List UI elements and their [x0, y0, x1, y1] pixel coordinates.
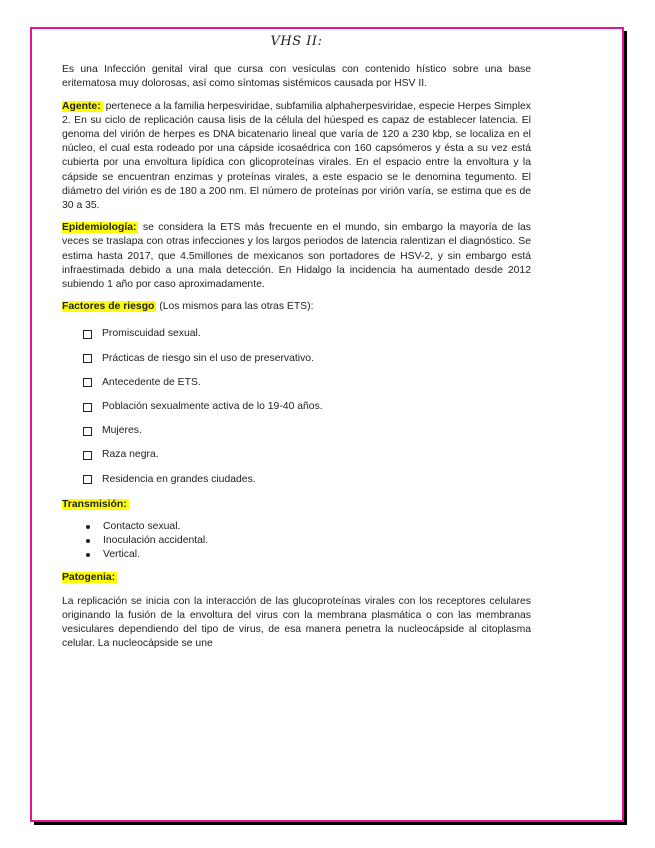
- checkbox-icon: [83, 403, 92, 412]
- transmision-header: [62, 498, 531, 512]
- list-item: [86, 534, 531, 548]
- page-shadow-bottom: [34, 822, 627, 825]
- bullet-icon: [86, 553, 90, 557]
- bullet-icon: [86, 525, 90, 529]
- epidemiologia-heading: Epidemiología:: [62, 222, 137, 234]
- checkbox-icon: [83, 378, 92, 387]
- agente-heading: Agente:: [62, 100, 101, 112]
- checkbox-icon: [83, 475, 92, 484]
- list-item: [83, 322, 531, 346]
- agente-text: pertenece a la familia herpesviridae, subfamilia alphaherpesviridae, especie Herpes Simplex 2. En su ciclo de replicación causa lisis de la célula del húesped es capaz de establecer latencia. El genoma del virión de herpes es DNA bicatenario lineal que varía de 120 a 230 kbp, se localiza en el núcleo, el cual esta rodeado por una cápside icosaédrica con 160 capsómeros y ésta a su vez está cubierta por una envoltura lipídica con glicoproteínas virales. En el espacio entre la envoltura y la cápside se encuentran enzimas y proteínas virales, a este espacio se le denomina tegumento. El diámetro del virión es de 180 a 200 nm. El número de proteínas por virión varía, se estima que es de 30 a 35.: [62, 100, 531, 212]
- epidemiologia-paragraph: [62, 221, 531, 292]
- list-item: [86, 520, 531, 534]
- transmision-heading: Transmisión:: [62, 498, 127, 510]
- intro-paragraph: Es una Infección genital viral que cursa con vesículas con contenido hístico sobre una base eritematosa muy dolorosas, así como síntomas sistémicos causada por HSV II.: [62, 64, 531, 90]
- list-item: [83, 347, 531, 371]
- list-item-label: Vertical.: [103, 549, 140, 561]
- transmision-list: [62, 520, 531, 563]
- list-item: [83, 443, 531, 467]
- list-item-label: Promiscuidad sexual.: [102, 328, 201, 340]
- document-title: VHS II:: [270, 34, 323, 49]
- patogenia-heading: Patogenia:: [62, 571, 116, 583]
- list-item: [86, 548, 531, 562]
- factores-heading: Factores de riesgo: [62, 301, 155, 313]
- list-item-label: Residencia en grandes ciudades.: [102, 473, 256, 485]
- list-item-label: Inoculación accidental.: [103, 535, 209, 547]
- list-item: [83, 419, 531, 443]
- checkbox-icon: [83, 330, 92, 339]
- patogenia-header: [62, 571, 531, 585]
- page-shadow-right: [624, 31, 627, 825]
- list-item-label: Prácticas de riesgo sin el uso de preservativo.: [102, 352, 314, 364]
- document-body: [62, 35, 531, 660]
- checkbox-icon: [83, 451, 92, 460]
- checkbox-icon: [83, 427, 92, 436]
- list-item-label: Contacto sexual.: [103, 520, 181, 532]
- list-item-label: Raza negra.: [102, 449, 159, 461]
- factores-list: [62, 322, 531, 491]
- epidemiologia-text: se considera la ETS más frecuente en el mundo, sin embargo la mayoría de las veces se traslapa con otras infecciones y los largos periodos de latencia ralentizan el diagnóstico. Se estima hasta 2017, que 4.5millones de mexicanos son portadores de HSV-2, y sin embargo está infraestimada debido a una mala detección. En Hidalgo la incidencia ha aumentado desde 2012 subiendo 1 año por caso aproximadamente.: [62, 222, 531, 291]
- factores-header: [62, 300, 531, 314]
- list-item: [83, 371, 531, 395]
- checkbox-icon: [83, 354, 92, 363]
- list-item-label: Población sexualmente activa de lo 19-40 años.: [102, 401, 323, 412]
- list-item: [83, 395, 531, 419]
- list-item: [83, 468, 531, 492]
- list-item-label: Mujeres.: [102, 425, 142, 437]
- patogenia-paragraph: La replicación se inicia con la interacción de las glucoproteínas virales con los receptores celulares originando la fusión de la envoltura del virus con la membrana plasmática o con las membranas vesiculares dependiendo del tipo de virus, de esa manera penetra la nucleocápside al citoplasma celular. La nucleocápside se une: [62, 595, 531, 650]
- agente-paragraph: [62, 100, 531, 214]
- bullet-icon: [86, 539, 90, 543]
- list-item-label: Antecedente de ETS.: [102, 376, 201, 388]
- factores-intro: (Los mismos para las otras ETS):: [156, 301, 314, 313]
